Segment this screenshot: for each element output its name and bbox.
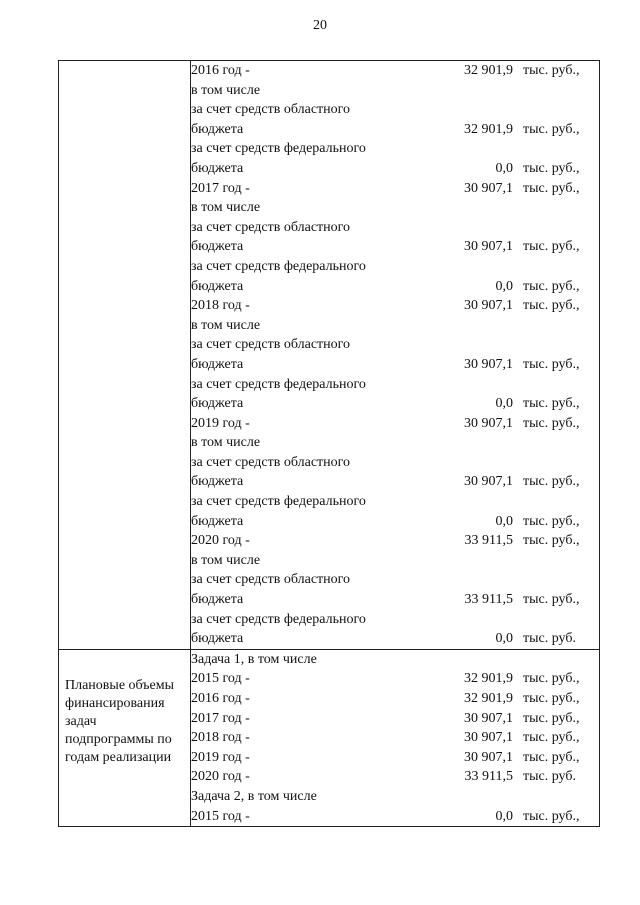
- line-label: 2018 год -: [191, 298, 250, 314]
- budget-label: бюджета: [191, 513, 244, 529]
- list-item: [191, 748, 599, 768]
- amount-unit: тыс. руб.,: [523, 396, 580, 412]
- funding-source-line: [191, 492, 599, 512]
- list-item: [191, 728, 599, 748]
- left-label-line: финансирования: [65, 695, 165, 711]
- amount-unit: тыс. руб.,: [523, 533, 580, 549]
- amount-value: 30 907,1: [464, 180, 513, 196]
- budget-label: бюджета: [191, 631, 244, 647]
- list-item: [191, 709, 599, 729]
- amount-value: 33 911,5: [464, 533, 513, 549]
- amount-unit: тыс. руб.: [523, 769, 576, 785]
- budget-label: бюджета: [191, 160, 244, 176]
- list-item: [191, 414, 599, 434]
- left-label-line: годам реализации: [65, 749, 172, 765]
- amount-value: 32 901,9: [464, 63, 513, 78]
- amount-value: 0,0: [495, 160, 513, 176]
- funding-source-label: за счет средств областного: [191, 572, 351, 588]
- amount-unit: тыс. руб.,: [523, 356, 580, 372]
- funding-source-label: за счет средств федерального: [191, 494, 366, 510]
- amount-value: 30 907,1: [464, 356, 513, 372]
- funding-amount-line: [191, 237, 599, 257]
- line-label: 2020 год -: [191, 769, 250, 785]
- amount-unit: тыс. руб.,: [523, 298, 580, 314]
- amount-unit: тыс. руб.,: [523, 749, 580, 765]
- amount-unit: тыс. руб.,: [523, 160, 580, 176]
- list-item: [191, 551, 599, 571]
- line-label: 2016 год -: [191, 691, 250, 706]
- funding-amount-line: [191, 590, 599, 610]
- amount-unit: тыс. руб.,: [523, 278, 580, 294]
- list-item: [191, 179, 599, 199]
- line-label: в том числе: [191, 435, 261, 451]
- amount-unit: тыс. руб.,: [523, 710, 580, 726]
- left-cell-label: [59, 649, 191, 826]
- amount-value: 0,0: [495, 513, 513, 529]
- line-label: 2015 год -: [191, 671, 250, 687]
- funding-amount-line: [191, 629, 599, 649]
- planned-volumes-label: [59, 650, 190, 767]
- funding-source-label: за счет средств областного: [191, 454, 351, 470]
- budget-label: бюджета: [191, 239, 244, 255]
- list-item: [191, 433, 599, 453]
- budget-label: бюджета: [191, 278, 244, 294]
- funding-amount-line: [191, 120, 599, 140]
- line-label: 2019 год -: [191, 415, 250, 431]
- amount-value: 0,0: [495, 808, 513, 824]
- amount-value: 30 907,1: [464, 730, 513, 746]
- line-label: Задача 2, в том числе: [191, 788, 317, 804]
- funding-source-line: [191, 453, 599, 473]
- funding-source-label: за счет средств федерального: [191, 376, 366, 392]
- funding-source-label: за счет средств федерального: [191, 611, 366, 627]
- line-label: в том числе: [191, 200, 261, 216]
- funding-source-line: [191, 610, 599, 630]
- amount-unit: тыс. руб.,: [523, 180, 580, 196]
- funding-source-label: за счет средств областного: [191, 337, 351, 353]
- list-item: [191, 767, 599, 787]
- financing-table: [58, 60, 600, 827]
- line-label: 2020 год -: [191, 533, 250, 549]
- funding-amount-line: [191, 472, 599, 492]
- amount-value: 32 901,9: [464, 671, 513, 687]
- amount-unit: тыс. руб.,: [523, 691, 580, 706]
- funding-source-line: [191, 335, 599, 355]
- list-item: [191, 81, 599, 101]
- funding-source-label: за счет средств федерального: [191, 258, 366, 274]
- list-item: [191, 669, 599, 689]
- amount-value: 0,0: [495, 396, 513, 412]
- amount-unit: тыс. руб.,: [523, 730, 580, 746]
- list-item: [191, 198, 599, 218]
- left-label-line: Плановые объемы: [65, 677, 175, 693]
- amount-unit: тыс. руб.,: [523, 63, 580, 78]
- list-item: [191, 61, 599, 81]
- line-label: 2018 год -: [191, 730, 250, 746]
- line-label: 2017 год -: [191, 180, 250, 196]
- list-item: [191, 689, 599, 709]
- funding-source-label: за счет средств областного: [191, 102, 351, 118]
- line-label: 2019 год -: [191, 749, 250, 765]
- amount-unit: тыс. руб.,: [523, 808, 580, 824]
- list-item: [191, 296, 599, 316]
- list-item: [191, 316, 599, 336]
- budget-label: бюджета: [191, 396, 244, 412]
- budget-label: бюджета: [191, 121, 244, 137]
- budget-label: бюджета: [191, 474, 244, 490]
- funding-source-label: за счет средств областного: [191, 219, 351, 235]
- budget-label: бюджета: [191, 592, 244, 608]
- amount-unit: тыс. руб.,: [523, 121, 580, 137]
- funding-source-line: [191, 218, 599, 238]
- list-item: [191, 787, 599, 807]
- amount-unit: тыс. руб.,: [523, 671, 580, 687]
- left-label-line: задач: [65, 713, 97, 729]
- budget-label: бюджета: [191, 356, 244, 372]
- amount-value: 0,0: [495, 631, 513, 647]
- amount-unit: тыс. руб.,: [523, 513, 580, 529]
- amount-unit: тыс. руб.,: [523, 415, 580, 431]
- task-financing-cell: [191, 649, 600, 826]
- amount-value: 30 907,1: [464, 298, 513, 314]
- line-label: 2015 год -: [191, 808, 250, 824]
- amount-unit: тыс. руб.,: [523, 592, 580, 608]
- line-label: в том числе: [191, 317, 261, 333]
- amount-value: 33 911,5: [464, 592, 513, 608]
- funding-amount-line: [191, 394, 599, 414]
- funding-source-label: за счет средств федерального: [191, 141, 366, 157]
- funding-source-line: [191, 257, 599, 277]
- list-item: [191, 650, 599, 670]
- amount-unit: тыс. руб.,: [523, 474, 580, 490]
- left-cell-empty: [59, 61, 191, 650]
- line-label: в том числе: [191, 82, 261, 98]
- amount-unit: тыс. руб.: [523, 631, 576, 647]
- table-row: [59, 61, 600, 650]
- page-number: 20: [313, 18, 327, 33]
- amount-value: 32 901,9: [464, 691, 513, 706]
- amount-value: 30 907,1: [464, 474, 513, 490]
- table-row: [59, 649, 600, 826]
- line-label: в том числе: [191, 552, 261, 568]
- amount-value: 32 901,9: [464, 121, 513, 137]
- funding-source-line: [191, 100, 599, 120]
- funding-amount-line: [191, 355, 599, 375]
- funding-amount-line: [191, 159, 599, 179]
- amount-unit: тыс. руб.,: [523, 239, 580, 255]
- funding-amount-line: [191, 277, 599, 297]
- amount-value: 30 907,1: [464, 415, 513, 431]
- amount-value: 30 907,1: [464, 710, 513, 726]
- funding-source-line: [191, 375, 599, 395]
- funding-source-line: [191, 139, 599, 159]
- list-item: [191, 531, 599, 551]
- line-label: Задача 1, в том числе: [191, 651, 317, 667]
- amount-value: 30 907,1: [464, 239, 513, 255]
- list-item: [191, 807, 599, 827]
- financing-details-cell: [191, 61, 600, 650]
- line-label: 2017 год -: [191, 710, 250, 726]
- funding-amount-line: [191, 512, 599, 532]
- amount-value: 0,0: [495, 278, 513, 294]
- left-label-line: подпрограммы по: [65, 731, 172, 747]
- amount-value: 30 907,1: [464, 749, 513, 765]
- amount-value: 33 911,5: [464, 769, 513, 785]
- line-label: 2016 год -: [191, 63, 250, 78]
- funding-source-line: [191, 570, 599, 590]
